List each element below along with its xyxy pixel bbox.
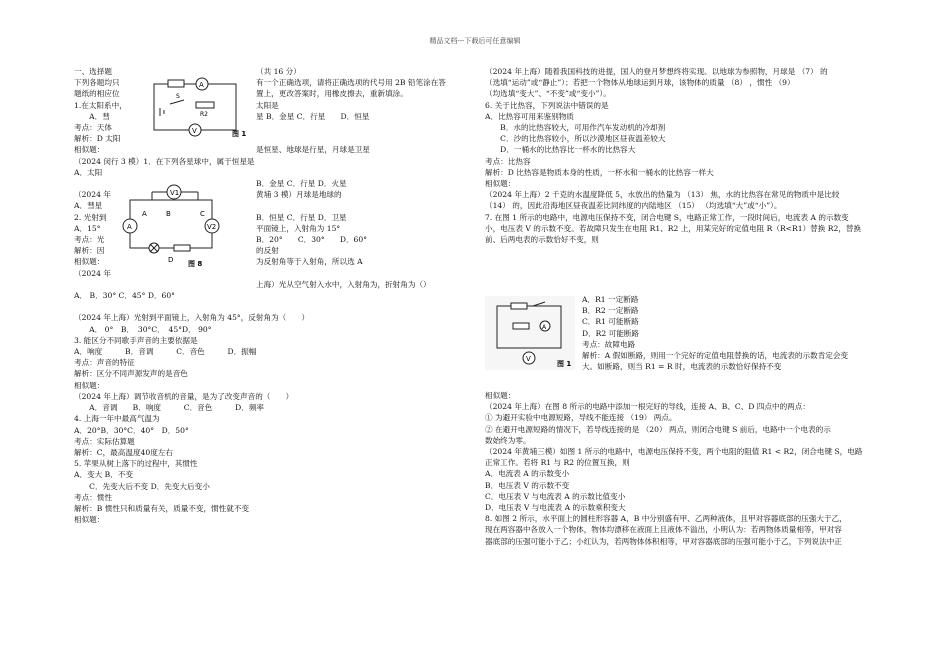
fig8-point-c: C <box>200 210 205 218</box>
right-lower-line: 数始终为零。 <box>485 435 531 445</box>
fig8-point-a: A <box>142 210 147 218</box>
left-column-line: 2. 光射到 <box>74 212 107 222</box>
left-column-line <box>74 279 254 290</box>
left-column-line: （2024 年 <box>74 190 111 200</box>
middle-column-line: 的反射 <box>256 246 279 256</box>
left-column-line: （2024 年上海）调节收音机的音量，是为了改变声音的（ ） <box>74 391 294 401</box>
middle-column-line: 星 B．金星 C．行星 D．恒星 <box>256 111 370 121</box>
left-column-line: 1.在太阳系中， <box>74 100 127 110</box>
left-column-line: 解析：因 <box>74 246 105 256</box>
left-column-line <box>74 301 254 312</box>
right-column-line: 考点：比热容 <box>485 156 531 166</box>
q7-option-line: 考点：故障电路 <box>582 339 636 349</box>
q7-option-line: C．R1 可能断路 <box>582 317 639 327</box>
middle-column-line <box>256 156 481 167</box>
middle-column-line <box>256 133 481 144</box>
left-column-line: 考点：惯性 <box>74 492 112 502</box>
q7-option-line: D．R2 可能断路 <box>582 328 640 338</box>
right-lower-line: 8. 如图 2 所示，水平面上的圆柱形容器 A，B 中分别盛有甲、乙两种液体，且甲对容器底部的压强大于乙， <box>485 514 847 524</box>
middle-column-line <box>256 268 481 279</box>
left-column-line: A．太阳 <box>74 167 103 177</box>
fig8-caption: 图 8 <box>188 260 203 268</box>
right-column-line: （2024 年上海）随着我国科技的进提，国人的登月梦想终将实现。以地球为参照物，月球是 （7） 的 <box>485 67 828 76</box>
fig8-v1-label: V1 <box>170 189 180 197</box>
left-column-line: A．变大 B．不变 <box>74 470 134 480</box>
right-lower-line: A．电流表 A 的示数变小 <box>485 469 570 479</box>
page-header: 精品文档---下载后可任意编辑 <box>429 37 521 45</box>
right-column-line: 相似题： <box>485 179 516 189</box>
q7-option-line: 大。如断路，则当 R1 = R 时，电流表的示数恰好保持不变 <box>582 362 782 372</box>
middle-column-line: 上海）光从空气射入水中，入射角为，折射角为（） <box>256 279 431 289</box>
middle-column-line: B．20° C．30° D．60° <box>256 235 368 245</box>
left-column-line: 3. 能区分不同歌手声音的主要依据是 <box>74 335 198 345</box>
left-column-line: A．15° <box>74 223 101 233</box>
fig8-point-b: B <box>166 210 171 218</box>
right-lower-column <box>485 390 885 547</box>
right-lower-line: （2024 年黄埔三模）如图 1 所示的电路中，电源电压保持不变，两个电阻的阻值 R1 < R2，闭合电键 S，电路 <box>485 447 863 457</box>
q7-option-line: B．R2 一定断路 <box>582 306 639 316</box>
fig1-caption: 图 1 <box>232 130 247 138</box>
right-lower-line: 器底部的压强可能小于乙；小红认为，若两物体体积相等，甲对容器底部的压强可能小于乙，下列说法中正 <box>485 536 842 546</box>
left-column-line: （2024 闵行 3 模）1．在下列各星球中，属于恒星是 <box>74 156 255 166</box>
fig1-r2-label: R2 <box>200 111 208 118</box>
right-column <box>485 66 875 245</box>
fig8-a-label: A <box>127 223 132 231</box>
fig1r-v-label: V <box>526 355 531 363</box>
left-column-line: 下列各题均只 <box>74 78 120 88</box>
left-column-line: 相似题： <box>74 380 105 390</box>
right-lower-line: 相似题： <box>485 391 516 400</box>
q7-options <box>582 294 848 372</box>
q7-option-line: A．R1 一定断路 <box>582 295 639 304</box>
circuit-figure-1-right <box>485 296 575 370</box>
left-column-line: 解析：B 惯性只和质量有关，质量不变，惯性就不变 <box>74 503 250 513</box>
left-column-line: 一、选择题 <box>74 67 112 76</box>
right-column-line: 小，电压表 V 的示数不变。若故障只发生在电阻 R1、R2 上，用某完好的定值电阻 R（R<R1）替换 R2，替换 <box>485 223 862 233</box>
q7-option-line: 解析：A 假如断路，则用一个完好的定值电阻替换的话，电流表的示数肯定会变 <box>582 351 849 361</box>
left-column-line: 考点：天体 <box>74 123 112 133</box>
middle-column-line: 置上，更改答案时，用橡皮擦去，重新填涂。 <box>256 89 408 99</box>
left-column-line: A．响度 B．音调 C．音色 D．振幅 <box>74 347 257 357</box>
right-column-line: D．一桶水的比热容比一杯水的比热容大 <box>485 145 636 155</box>
right-lower-line: （2024 年上海）在图 8 所示的电路中添加一根完好的导线，连接 A、B、C、D 四点中的两点： <box>485 402 810 412</box>
middle-column-line: 有一个正确选项，请将正确选项的代号用 2B 铅笔涂在答 <box>256 78 446 88</box>
fig1-ammeter-label: A <box>199 81 204 89</box>
middle-column-line: 太阳是 <box>256 100 279 110</box>
left-column-line: A．20°B．30°C．40° D．50° <box>74 425 189 435</box>
left-column-line: A．彗星 <box>74 201 103 211</box>
middle-column-line <box>256 200 481 211</box>
left-column-line: 考点：声音的特征 <box>74 358 135 368</box>
right-column-line: A．比热容可用来鉴别物质 <box>485 111 575 121</box>
right-lower-line: ① 为避开实验中电源短路，导线不能连接 （19） 两点。 <box>485 413 677 423</box>
left-column-line: 相似题： <box>74 257 105 267</box>
right-lower-line: D．电压表 V 与电流表 A 的示数乘积变大 <box>485 503 626 513</box>
right-lower-line: 现在两容器中各放入一个物体，物体均漂移在液面上且液体不溢出，小明认为：若两物体质量相等，甲对容 <box>485 525 842 535</box>
right-lower-line: B．电压表 V 的示数不变 <box>485 480 570 490</box>
middle-column-line <box>256 122 481 133</box>
right-column-line: 7. 在图 1 所示的电路中，电源电压保持不变，闭合电键 S，电路正常工作，一段时间后，电流表 A 的示数变 <box>485 212 849 222</box>
left-column-line: 题纸的相应位 <box>74 89 120 99</box>
right-column-line: 解析：D 比热容是物质本身的性质，一杯水和一桶水的比热容一样大 <box>485 167 714 177</box>
middle-column-line: 平面镜上，入射角为 15° <box>256 223 341 233</box>
left-column-line: 解析：D 太阳 <box>74 134 121 144</box>
right-column-line: 前、后两电表的示数恰好不变，则 <box>485 235 599 245</box>
left-column-line: 解析：区分不同声源发声的是音色 <box>74 369 188 379</box>
left-column-line: A． B．30° C．45° D．60° <box>74 291 175 301</box>
left-column-line: A． 0° B． 30°C． 45°D． 90° <box>74 324 212 334</box>
fig1r-a-label: A <box>542 324 547 331</box>
left-column-line: A．音调 B．响度 C．音色 D．频率 <box>74 403 265 413</box>
left-column-line: 相似题： <box>74 145 105 155</box>
circuit-figure-8 <box>112 182 232 268</box>
left-column-line: 考点：实际估算题 <box>74 436 135 446</box>
middle-column-line: 黄埔 3 模）月球是地球的 <box>256 190 342 200</box>
left-column-line: （2024 年上海）光射到平面镜上，入射角为 45°，反射角为（ ） <box>74 313 310 323</box>
left-column-line: 相似题： <box>74 515 105 525</box>
middle-column-line: B．恒星 C．行星 D．卫星 <box>256 212 347 222</box>
right-column-line: （14） 的，因此沿海地区昼夜温差比同纬度的内陆地区 （15） （均选填“大”或“小”）。 <box>485 201 782 211</box>
fig8-point-d: D <box>168 256 174 264</box>
middle-column-line: （共 16 分） <box>256 67 301 76</box>
right-column-line: C．沙的比热容较小，所以沙漠地区昼夜温差较大 <box>485 134 666 144</box>
right-column-line: 6. 关于比热容，下列说法中错误的是 <box>485 100 609 110</box>
right-column-line: （2024 年上海）2 千克的水温度降低 5，水放出的热量为 （13） 焦，水的比热容在常见的物质中是比较 <box>485 190 840 200</box>
left-column-line: （2024 年 <box>74 268 111 278</box>
middle-column-line: B．金星 C．行星 D．火星 <box>256 179 347 189</box>
left-column-line: 考点：光 <box>74 235 105 245</box>
right-lower-line: C．电压表 V 与电流表 A 的示数比值变小 <box>485 491 626 501</box>
right-column-line: （均选填“变大”、“不变”或“变小”）。 <box>485 89 611 99</box>
right-lower-line: ② 在避开电源短路的情况下，若导线连接的是 （20） 两点，则闭合电键 S 前后，电路中一个电表的示 <box>485 424 831 434</box>
left-column-line: 4. 上海一年中最高气温为 <box>74 414 160 424</box>
left-column-line: 5. 苹果从树上落下的过程中，其惯性 <box>74 459 198 469</box>
middle-column-line: 是恒星、地球是行星，月球是卫星 <box>256 145 370 155</box>
left-column-line: C．先变大后不变 D．先变大后变小 <box>74 481 210 491</box>
fig8-v2-label: V2 <box>207 223 217 231</box>
fig1r-caption: 图 1 <box>557 360 572 368</box>
middle-column <box>256 66 481 290</box>
right-column-line: B．水的比热容较大，可用作汽车发动机的冷却剂 <box>485 123 666 133</box>
right-lower-line: 正常工作。若将 R1 与 R2 的位置互换，则 <box>485 458 630 468</box>
middle-column-line: 为反射角等于入射角，所以选 A <box>256 257 363 267</box>
circuit-figure-1 <box>140 72 252 140</box>
left-column-line: 解析：C，最高温度40度左右 <box>74 447 174 457</box>
middle-column-line <box>256 167 481 178</box>
left-column-line: A．彗 <box>74 111 110 121</box>
fig1-switch-label: S <box>176 93 180 100</box>
right-column-line: （选填“运动”或“静止”）；若把一个物体从地球运到月球，该物体的质量 （8） ，惯性 （9） <box>485 78 795 88</box>
fig1-voltmeter-label: V <box>192 127 197 135</box>
